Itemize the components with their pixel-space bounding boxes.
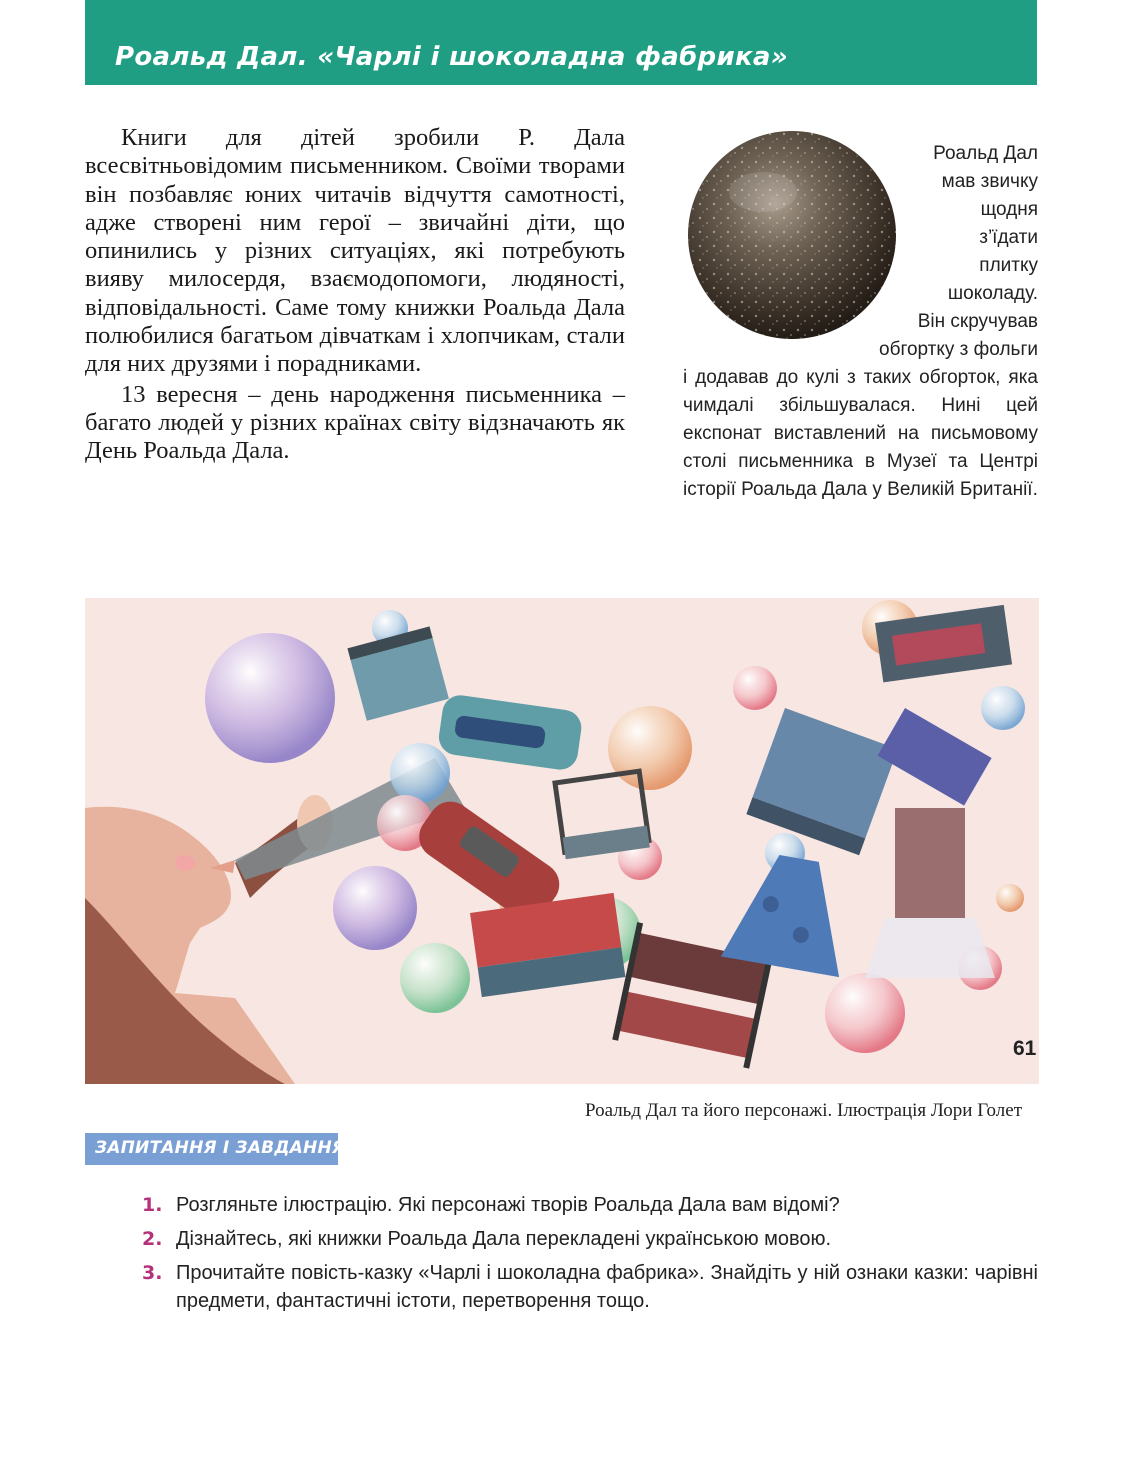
sidebar-fact-box (683, 140, 1038, 504)
task-text: Розгляньте ілюстрацію. Які персонажі творів Роальда Дала вам відомі? (176, 1194, 840, 1216)
bubble (390, 743, 450, 803)
task-number: 1. (142, 1194, 163, 1216)
tasks-heading: ЗАПИТАННЯ І ЗАВДАННЯ (95, 1138, 346, 1158)
task-item (142, 1259, 1038, 1315)
illustration-caption: Роальд Дал та його персонажі. Ілюстрація Лори Голет (585, 1100, 1022, 1121)
page-number: 61 (1013, 1037, 1037, 1060)
floating-sofa (437, 693, 584, 772)
foil-ball-photo (683, 130, 901, 342)
tasks-list (142, 1191, 1038, 1321)
bubble (981, 686, 1025, 730)
main-paragraph-1: Книги для дітей зробили Р. Дала всесвітньовідомим письменником. Своїми творами він позбавляє юних читачів відчуття самотності, адже створені ним герої – звичайні діти, що опинились у різних ситуаціях, які потребують вияву милосердя, взаємодопомоги, людяності, відповідальності. Саме тому книжки Роальда Дала полюбилися багатьом дівчаткам і хлопчикам, стали для них друзями і порадниками. (85, 124, 625, 378)
floating-cage (865, 808, 995, 978)
sidebar-text-rest: і додавав до кулі з таких обгорток, яка чимдалі збільшувалася. Нині цей експонат виставлений на письмовому столі письменника в Музеї та Центрі історії Роальда Дала у Великій Британії. (683, 367, 1038, 500)
bubble (733, 666, 777, 710)
bubble (608, 706, 692, 790)
task-text: Дізнайтесь, які книжки Роальда Дала перекладені українською мовою. (176, 1228, 832, 1250)
floating-quilt (878, 708, 992, 806)
bubble (825, 973, 905, 1053)
floating-bed-checkered (470, 893, 625, 997)
task-text: Прочитайте повість-казку «Чарлі і шоколадна фабрика». Знайдіть у ній ознаки казки: чарівні предмети, фантастичні істоти, перетворення тощо. (176, 1262, 1038, 1312)
main-text-block (85, 124, 625, 466)
floating-bed-blue (746, 708, 897, 855)
bubble (333, 866, 417, 950)
task-number: 3. (142, 1262, 163, 1284)
floating-dress (721, 848, 858, 977)
task-number: 2. (142, 1228, 163, 1250)
chapter-title: Роальд Дал. «Чарлі і шоколадна фабрика» (115, 42, 788, 72)
bubble (205, 633, 335, 763)
floating-bed (347, 626, 449, 720)
illustration-dahl-characters (85, 598, 1039, 1084)
task-item (142, 1225, 1038, 1253)
bubble (400, 943, 470, 1013)
main-paragraph-2: 13 вересня – день народження письменника – багато людей у різних країнах світу відзначають як День Роальда Дала. (85, 380, 625, 465)
sidebar-text-wrapped: Роальд Дал мав звичку щодня з’їдати плитку шоколаду. Він скручував обгортку з фольги (879, 143, 1038, 360)
task-item (142, 1191, 1038, 1219)
bubble (996, 884, 1024, 912)
tasks-heading-badge (85, 1133, 346, 1165)
